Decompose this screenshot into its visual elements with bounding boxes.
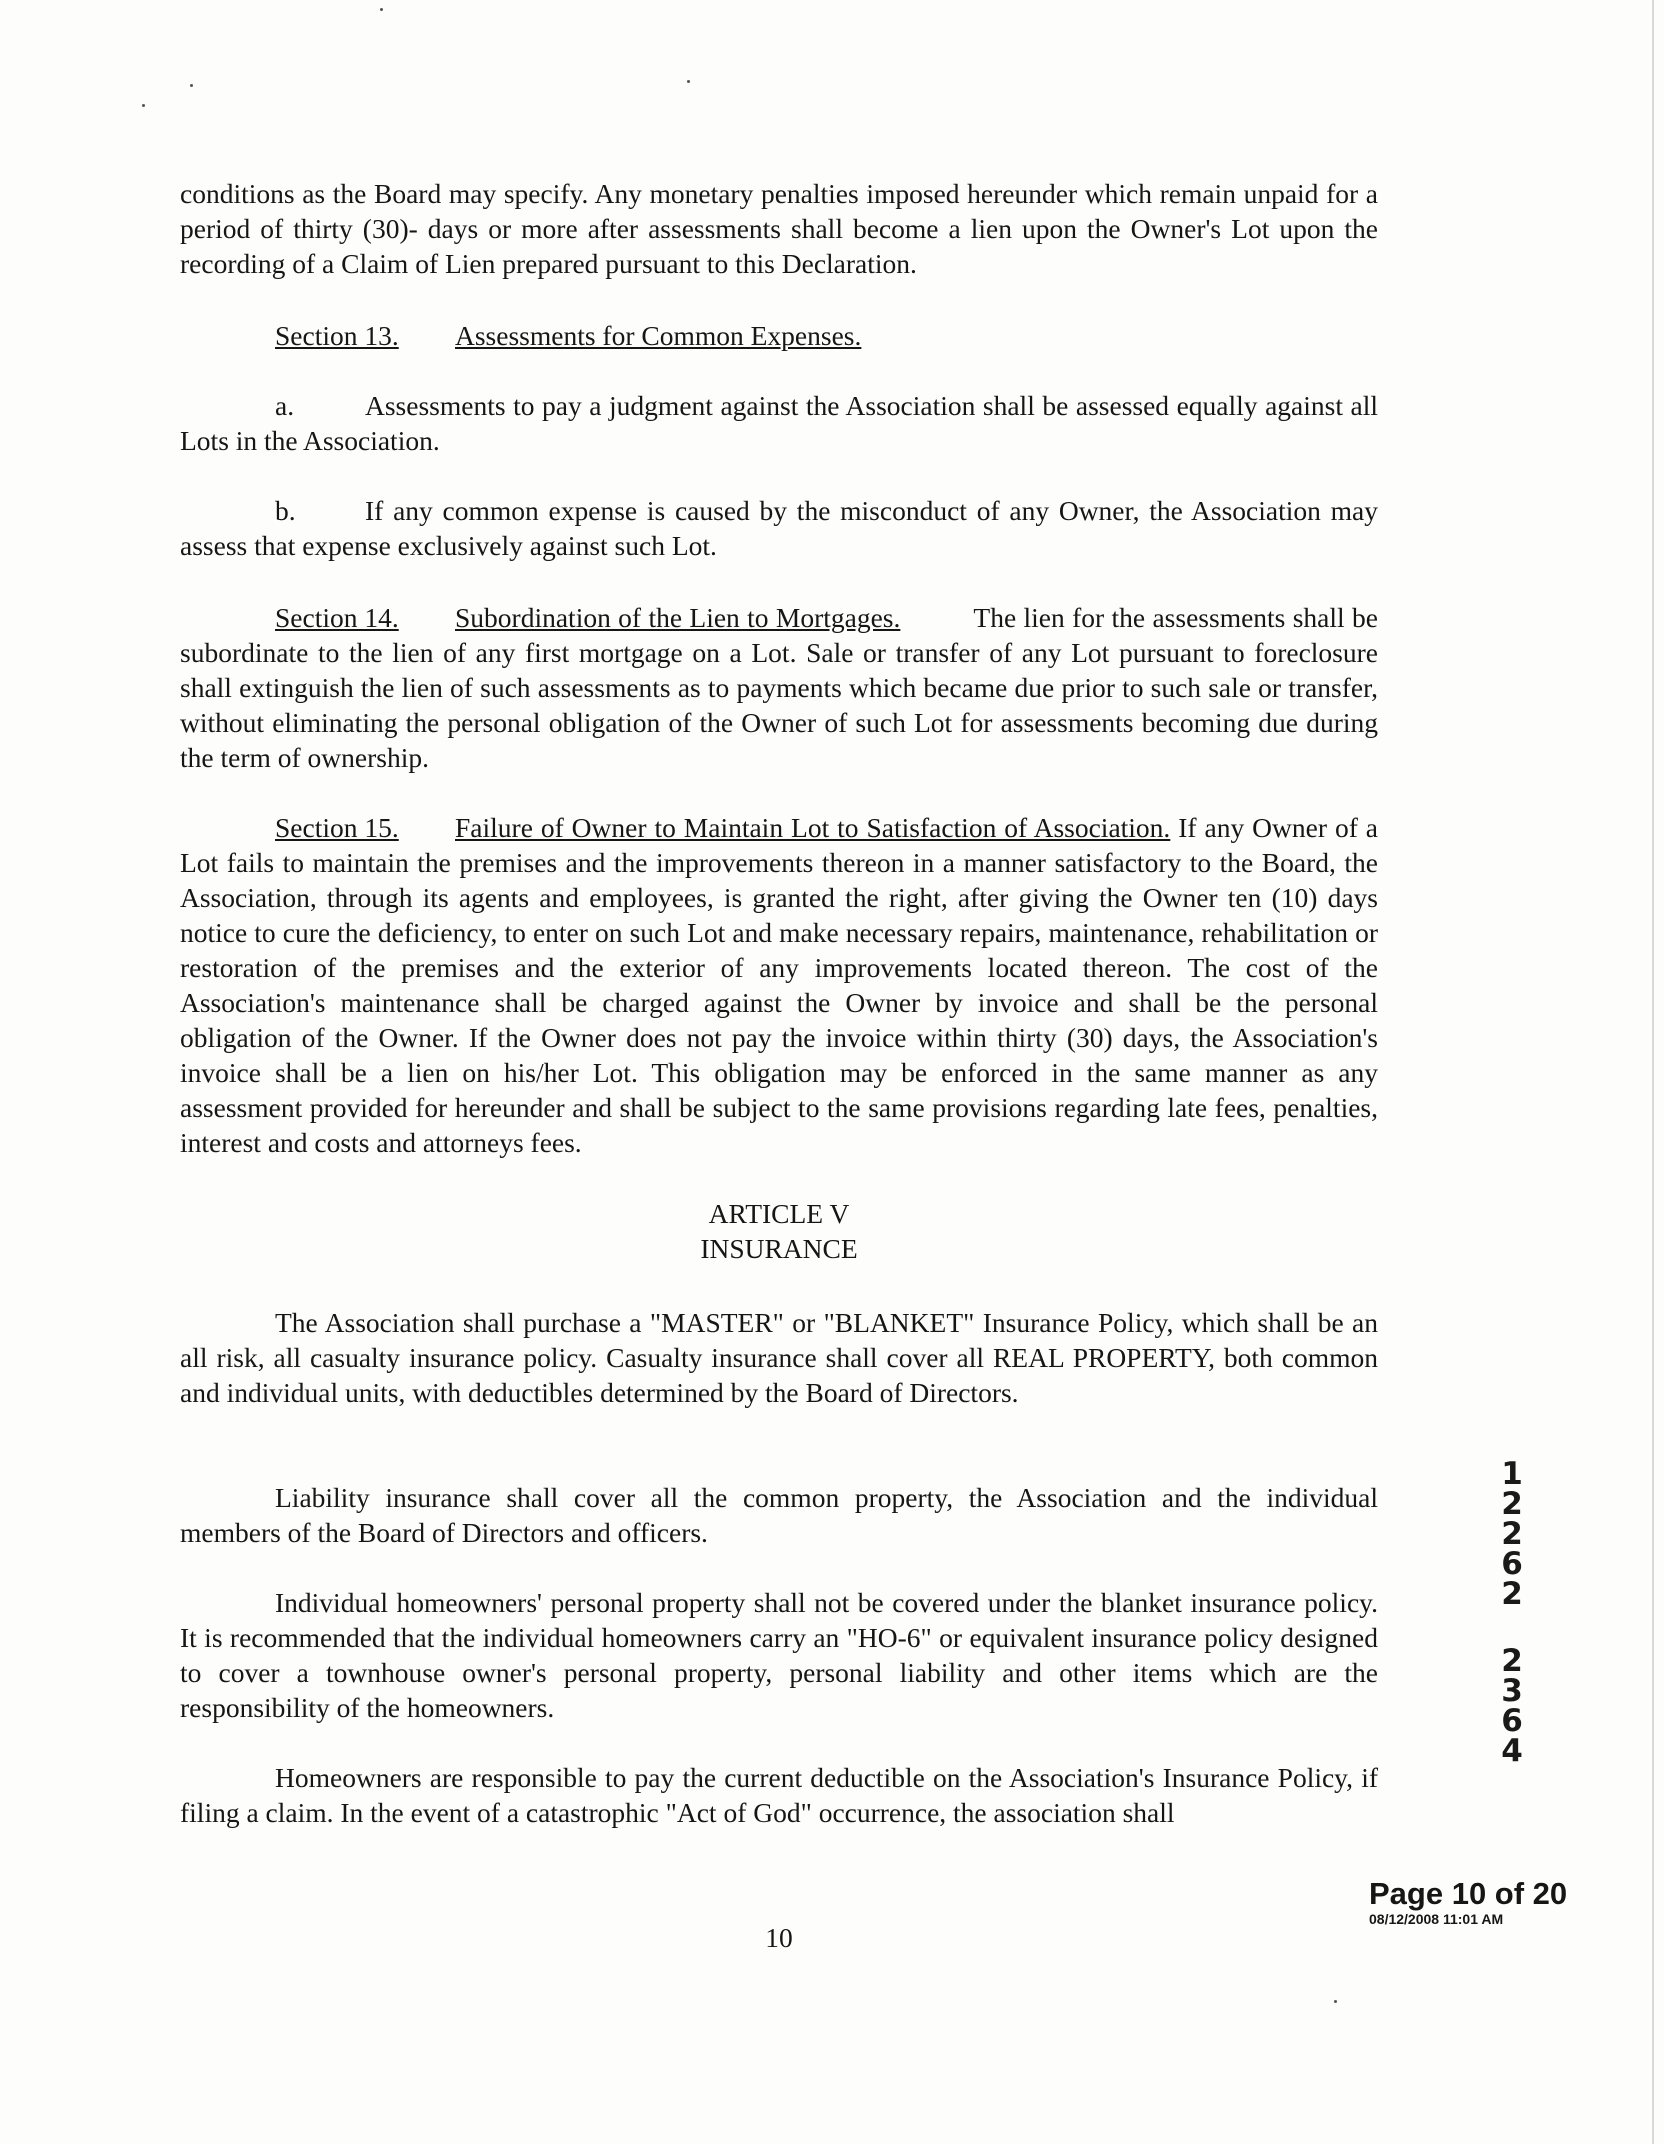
insurance-paragraph-1-text: The Association shall purchase a "MASTER" or "BLANKET" Insurance Policy, which shall be an all risk, all casualty insurance policy. Casualty insurance shall cover all REAL PROPERTY, both common and individual units, with deductibles determined by the Board of Directors.: [180, 1307, 1378, 1408]
stamp-digit: 4: [1501, 1733, 1523, 1769]
section-15-paragraph: [180, 810, 1378, 1160]
stamp-digit: 6: [1501, 1546, 1523, 1582]
section-13b-paragraph: [180, 493, 1378, 563]
section-13b-label: b.: [275, 495, 296, 526]
recording-stamp-top: [1492, 1456, 1532, 1612]
recording-stamp-bottom: [1492, 1643, 1532, 1769]
section-15-label: Section 15.: [275, 812, 399, 843]
scan-speck: [142, 104, 145, 107]
insurance-paragraph-4: [180, 1760, 1378, 1830]
article-title: INSURANCE: [700, 1233, 858, 1264]
section-14-paragraph: [180, 600, 1378, 775]
scan-edge-line: [1652, 0, 1654, 2144]
section-13-title: Assessments for Common Expenses.: [455, 320, 862, 351]
section-13a-label: a.: [275, 390, 295, 421]
insurance-paragraph-1: [180, 1305, 1378, 1410]
insurance-paragraph-2-text: Liability insurance shall cover all the common property, the Association and the individual members of the Board of Directors and officers.: [180, 1482, 1378, 1548]
section-13a-text: Assessments to pay a judgment against the Association shall be assessed equally against all Lots in the Association.: [180, 390, 1378, 456]
stamp-digit: 6: [1501, 1703, 1523, 1739]
section-14-text: The lien for the assessments shall be subordinate to the lien of any first mortgage on a Lot. Sale or transfer of any Lot pursuant to foreclosure shall extinguish the lien of such assessments as to payments which became due prior to such sale or transfer, without eliminating the personal obligation of the Owner of such Lot for assessments becoming due during the term of ownership.: [180, 602, 1378, 773]
insurance-paragraph-3: [180, 1585, 1378, 1725]
stamp-digit: 2: [1501, 1576, 1523, 1612]
scan-speck: [687, 80, 690, 83]
stamp-digit: 2: [1501, 1643, 1523, 1679]
section-13a-paragraph: [180, 388, 1378, 458]
stamp-digit: 1: [1501, 1456, 1523, 1492]
section-13-heading: [275, 318, 861, 353]
article-number: ARTICLE V: [708, 1198, 850, 1229]
stamp-digit: 3: [1501, 1673, 1523, 1709]
stamp-digit: 2: [1501, 1516, 1523, 1552]
page-count-label: Page 10 of 20: [1369, 1876, 1568, 1911]
section-15-text: If any Owner of a Lot fails to maintain the premises and the improvements thereon in a manner satisfactory to the Board, the Association, through its agents and employees, is granted the right, after giving the Owner ten (10) days notice to cure the deficiency, to enter on such Lot and make necessary repairs, maintenance, rehabilitation or restoration of the premises and the exterior of any improvements located thereon. The cost of the Association's maintenance shall be charged against the Owner by invoice and shall be the personal obligation of the Owner. If the Owner does not pay the invoice within thirty (30) days, the Association's invoice shall be a lien on his/her Lot. This obligation may be enforced in the same manner as any assessment provided for hereunder and shall be subject to the same provisions regarding late fees, penalties, interest and costs and attorneys fees.: [180, 812, 1379, 1158]
insurance-paragraph-2: [180, 1480, 1378, 1550]
section-14-title: Subordination of the Lien to Mortgages.: [455, 602, 901, 633]
section-15-title: Failure of Owner to Maintain Lot to Satisfaction of Association.: [455, 812, 1171, 843]
insurance-paragraph-3-text: Individual homeowners' personal property shall not be covered under the blanket insurance policy. It is recommended that the individual homeowners carry an "HO-6" or equivalent insurance policy designed to cover a townhouse owner's personal property, personal liability and other items which are the responsibility of the homeowners.: [180, 1587, 1378, 1723]
scan-speck: [380, 8, 383, 11]
section-14-label: Section 14.: [275, 602, 399, 633]
stamp-digit: 2: [1501, 1486, 1523, 1522]
print-timestamp: 08/12/2008 11:01 AM: [1369, 1911, 1504, 1927]
scan-speck: [1334, 2000, 1337, 2003]
scan-speck: [190, 84, 193, 87]
section-13-label: Section 13.: [275, 320, 399, 351]
intro-paragraph: conditions as the Board may specify. Any monetary penalties imposed hereunder which remain unpaid for a period of thirty (30)- days or more after assessments shall become a lien upon the Owner's Lot upon the recording of a Claim of Lien prepared pursuant to this Declaration.: [180, 178, 1378, 279]
page-number: 10: [765, 1922, 793, 1953]
section-13b-text: If any common expense is caused by the misconduct of any Owner, the Association may assess that expense exclusively against such Lot.: [180, 495, 1378, 561]
insurance-paragraph-4-text: Homeowners are responsible to pay the current deductible on the Association's Insurance Policy, if filing a claim. In the event of a catastrophic "Act of God" occurrence, the association shall: [180, 1762, 1378, 1828]
